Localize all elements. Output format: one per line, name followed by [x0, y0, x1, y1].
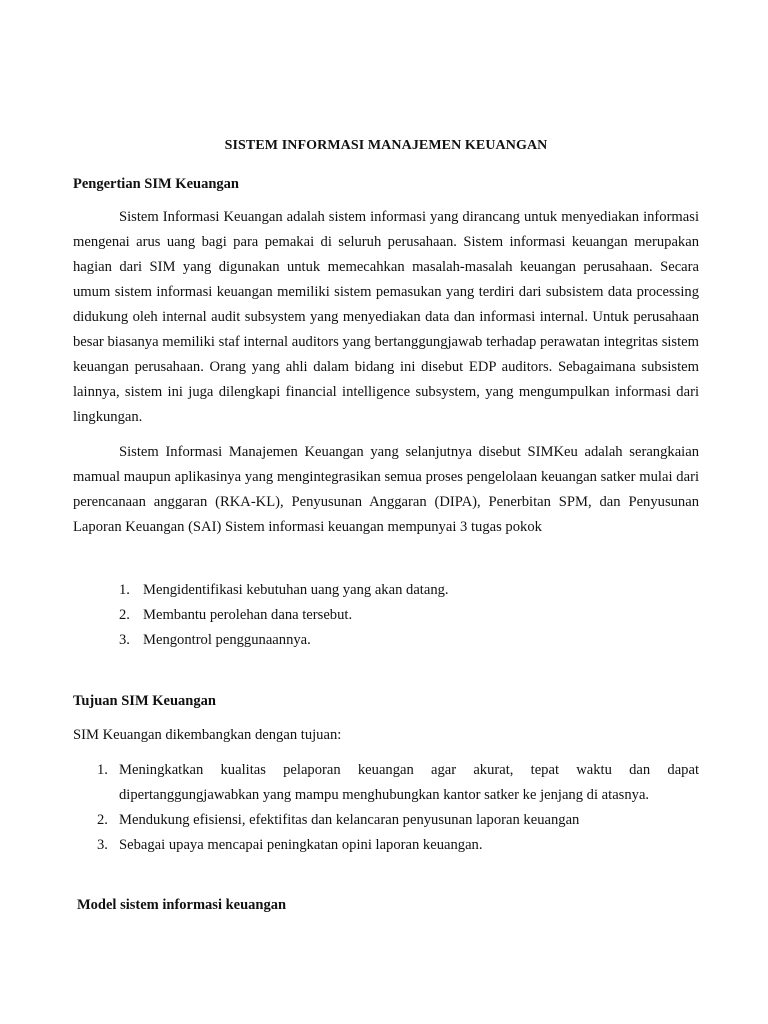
list-number: 3.	[97, 837, 108, 853]
list-text: Sebagai upaya mencapai peningkatan opini laporan keuangan.	[119, 837, 483, 853]
goals-intro: SIM Keuangan dikembangkan dengan tujuan:	[73, 727, 342, 743]
paragraph-simkeu: Sistem Informasi Manajemen Keuangan yang selanjutnya disebut SIMKeu adalah serangkaian mamual maupun aplikasinya yang mengintegrasikan semua proses pengelolaan keuangan satker mulai dari perencanaan anggaran (RKA-KL), Penyusunan Anggaran (DIPA), Penerbitan SPM, dan Penyusunan Laporan Keuangan (SAI) Sistem informasi keuangan mempunyai 3 tugas pokok	[73, 444, 699, 535]
list-item	[119, 628, 539, 653]
list-text: Mengidentifikasi kebutuhan uang yang akan datang.	[143, 582, 449, 598]
list-item	[97, 833, 699, 858]
list-number: 3.	[119, 632, 130, 648]
document-title: SISTEM INFORMASI MANAJEMEN KEUANGAN	[224, 138, 548, 153]
section-heading-model: Model sistem informasi keuangan	[77, 897, 287, 913]
section-heading-pengertian: Pengertian SIM Keuangan	[73, 176, 239, 192]
goals-list	[97, 758, 699, 858]
section-heading-tujuan: Tujuan SIM Keuangan	[73, 693, 216, 709]
list-item	[119, 603, 539, 628]
list-text: Membantu perolehan dana tersebut.	[143, 607, 353, 623]
list-number: 1.	[97, 762, 108, 778]
list-text: Mendukung efisiensi, efektifitas dan kelancaran penyusunan laporan keuangan	[119, 812, 580, 828]
list-number: 2.	[97, 812, 108, 828]
list-item	[119, 578, 539, 603]
tasks-list	[119, 578, 539, 653]
list-item	[97, 808, 699, 833]
list-number: 2.	[119, 607, 130, 623]
list-item	[97, 758, 699, 808]
list-number: 1.	[119, 582, 130, 598]
list-text: Meningkatkan kualitas pelaporan keuangan agar akurat, tepat waktu dan dapat dipertanggungjawabkan yang mampu menghubungkan kantor satker ke jenjang di atasnya.	[119, 762, 699, 803]
paragraph-definition: Sistem Informasi Keuangan adalah sistem informasi yang dirancang untuk menyediakan informasi mengenai arus uang bagi para pemakai di seluruh perusahaan. Sistem informasi keuangan merupakan hagian dari SIM yang digunakan untuk memecahkan masalah-masalah keuangan perusahaan. Secara umum sistem informasi keuangan memiliki sistem pemasukan yang terdiri dari subsistem data processing didukung oleh internal audit subsystem yang menyediakan data dan informasi internal. Untuk perusahaan besar biasanya memiliki staf internal auditors yang bertanggungjawab terhadap perawatan integritas sistem keuangan perusahaan. Orang yang ahli dalam bidang ini disebut EDP auditors. Sebagaimana subsistem lainnya, sistem ini juga dilengkapi financial intelligence subsystem, yang mengumpulkan informasi dari lingkungan.	[73, 209, 699, 425]
list-text: Mengontrol penggunaannya.	[143, 632, 311, 648]
